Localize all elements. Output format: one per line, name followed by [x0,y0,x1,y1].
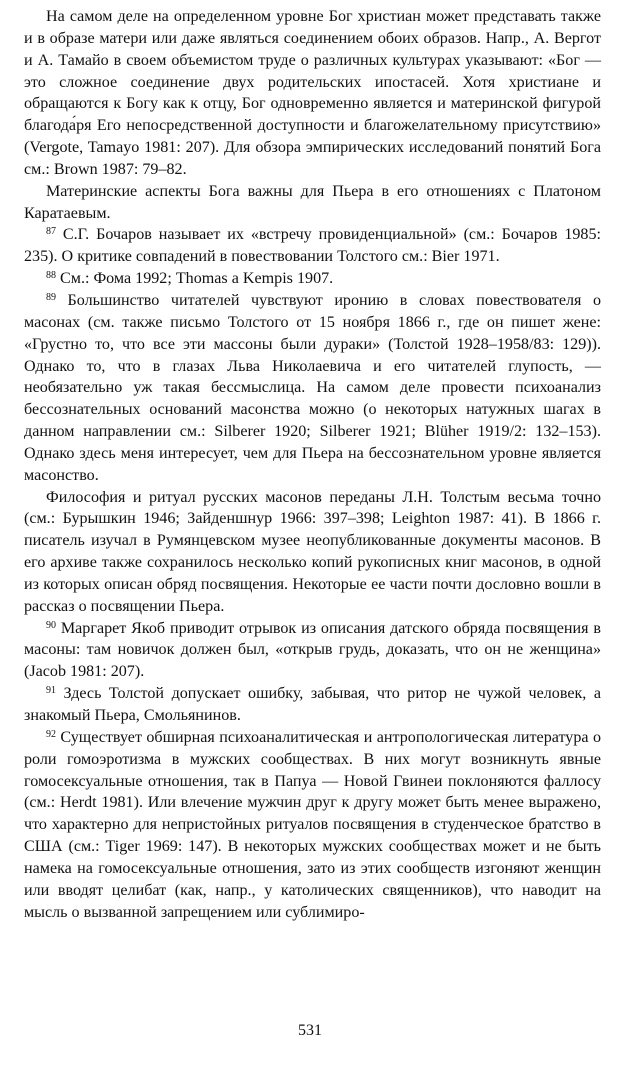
footnote-marker: 90 [46,619,56,631]
footnote-text: Большинство читателей чувствуют иронию в словах повествователя о масонах (см. также письмо Толстого от 15 ноября 1866 г., где он пишет жене: «Грустно то, что все эти массоны были дураки» (Толстой 1928–1958/83: 129)). Однако то, что в глазах Льва Николаевича и его читателей глупость, — необязательно уж такая бессмыслица. На самом деле провести психоанализ бессознательных оснований масонства можно (о некоторых натужных шагах в данном направлении см.: Silberer 1920; Silberer 1921; Blüher 1919/2: 132–153). Однако здесь меня интересует, чем для Пьера на бессознательном уровне является масонство. [24,291,601,484]
paragraph-text: Философия и ритуал русских масонов переданы Л.Н. Толстым весьма точно (см.: Бурышкин 1946; Зайденшнур 1966: 397–398; Leighton 1987: 41). В 1866 г. писатель изучал в Румянцевском музее неопубликованные документы масонов. В его архиве также сохранилось несколько копий рукописных книг масонов, в одной из которых описан обряд посвящения. Некоторые ее части почти дословно вошли в рассказ о посвящении Пьера. [24,488,601,615]
page-number: 531 [298,1022,322,1039]
footnote-marker: 91 [46,685,56,697]
footnote-text: С.Г. Бочаров называет их «встречу провиденциальной» (см.: Бочаров 1985: 235). О критике совпадений в повествовании Толстого см.: Bier 1971. [24,226,602,266]
footnote-marker: 92 [46,728,56,740]
page-body [24,6,601,923]
footnote-marker: 88 [46,270,56,282]
footnote-87 [24,224,601,268]
paragraph-karataev [24,181,601,225]
footnote-text: Существует обширная психоаналитическая и антропологическая литература о роли гомоэротизма в мужских сообществах. В них могут возникнуть явные гомосексуальные отношения, так в Папуа — Новой Гвинеи поклоняются фаллосу (см.: Herdt 1981). Или влечение мужчин друг к другу может быть менее выражено, что характерно для непристойных ритуалов посвящения в студенческое братство в США (см.: Tiger 1969: 147). В некоторых мужских сообществах может и не быть намека на гомосексуальные отношения, зато из этих сообществ изгоняют женщин или вводят целибат (как, напр., у католических священников), что наводит на мысль о вызванной запрещением или сублимиро- [24,728,601,921]
paragraph-masons-ritual [24,487,601,618]
footnote-text: См.: Фома 1992; Thomas a Kempis 1907. [60,270,334,288]
paragraph-text: Материнские аспекты Бога важны для Пьера в его отношениях с Платоном Каратаевым. [24,182,601,222]
footnote-89 [24,290,601,487]
footnote-text: Здесь Толстой допускает ошибку, забывая, что ритор не чужой человек, а знакомый Пьера, Смольянинов. [24,685,601,724]
footnote-text: Маргарет Якоб приводит отрывок из описания датского обряда посвящения в масоны: там новичок должен был, «открыв грудь, доказать, что он не женщина» (Jacob 1981: 207). [24,619,601,681]
footnote-92 [24,727,601,924]
footnote-88 [24,268,601,290]
paragraph-god-mother [24,6,601,181]
footnote-marker: 87 [46,226,56,238]
footnote-marker: 89 [46,291,56,303]
paragraph-text: На самом деле на определенном уровне Бог христиан может представать также и в образе матери или даже являться соединением обоих образов. Напр., А. Вергот и А. Тамайо в своем объемистом труде о различных культурах указывают: «Бог — это сложное соединение двух родительских ипостасей. Хотя христиане и обращаются к Богу как к отцу, Бог одновременно является и материнской фигурой благода́ря Его непосредственной доступности и благожелательному присутствию» (Vergote, Tamayo 1981: 207). Для обзора эмпирических исследований понятий Бога см.: Brown 1987: 79–82. [24,8,601,178]
footnote-90 [24,618,601,684]
footnote-91 [24,683,601,727]
